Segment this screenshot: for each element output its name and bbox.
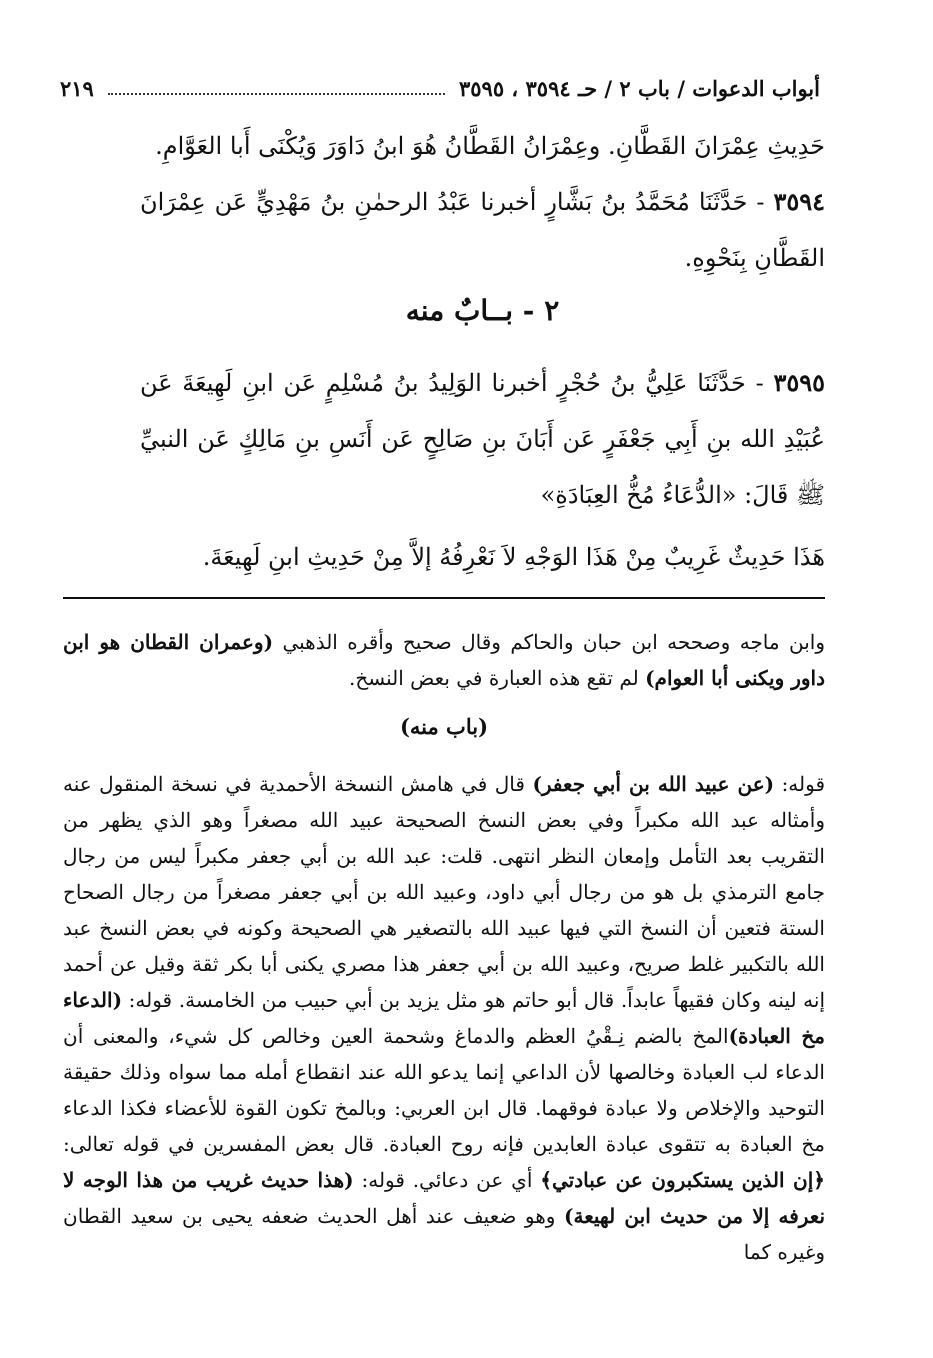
page-number: ٢١٩ (60, 75, 94, 101)
commentary-text: وابن ماجه وصححه ابن حبان والحاكم وقال صحيح وأقره الذهبي (282, 630, 826, 654)
hadith-text: - حَدَّثَنَا مُحَمَّدُ بنُ بَشَّارٍ أخبرنا عَبْدُ الرحمٰنِ بنُ مَهْدِيٍّ عَن عِمْرَانَ القَطَّانِ بِنَحْوِهِ. (140, 188, 825, 272)
commentary-text: أي عن دعائي. قوله: (361, 1168, 533, 1192)
hadith-3595 (140, 355, 825, 523)
commentary-paragraph-2 (63, 766, 825, 1270)
hadith-3594 (140, 174, 825, 286)
commentary-text: وهو ضعيف عند أهل الحديث ضعفه يحيى بن سعيد القطان وغيره كما (63, 1204, 825, 1264)
hadith-number: ٣٥٩٥ (773, 368, 825, 397)
header-title: أبواب الدعوات / باب ٢ / حـ ٣٥٩٤ ، ٣٥٩٥ (459, 75, 820, 101)
hadith-ending-line: حَدِيثِ عِمْرَانَ القَطَّانِ. وعِمْرَانُ القَطَّانُ هُوَ ابنُ دَاوَرَ وَيُكْنَى أَبا العَوَّامِ. (155, 132, 825, 160)
running-header (60, 70, 820, 106)
commentary-text: قال في هامش النسخة الأحمدية في نسخة المنقول عنه وأمثاله عبد الله مكبراً وفي بعض النسخ الصحيحة عبيد الله مصغراً وهو الذي يظهر من التقريب بعد التأمل وإمعان النظر انتهى. قلت: عبد الله بن أبي جعفر مكبراً ليس من رجال جامع الترمذي بل هو من رجال أبي داود، وعبيد الله بن أبي جعفر مصغراً من رجال الصحاح الستة فتعين أن النسخ التي فيها عبيد الله بالتصغير هي الصحيحة وكونه في بعض النسخ عبد الله بالتكبير غلط صريح، وعبيد الله بن أبي جعفر هذا مصري يكنى أبا بكر ثقة وقيل عن أحمد إنه لينه وكان فقيهاً عابداً. قال أبو حاتم هو مثل يزيد بن أبي حبيب من الخامسة. قوله: (63, 772, 826, 1012)
quoted-phrase: (وعمران القطان هو ابن داور ويكنى أبا العوام) (63, 630, 825, 690)
quoted-phrase: (عن عبيد الله بن أبي جعفر) (532, 772, 775, 796)
quoted-phrase: (الدعاء مخ العبادة) (63, 988, 825, 1048)
grading-text: هَذَا حَدِيثٌ غَرِيبٌ مِنْ هَذَا الوَجْهِ لاَ نَعْرِفُهُ إلاَّ مِنْ حَدِيثِ ابنِ لَهِيعَةَ. (202, 543, 825, 571)
commentary-text: لم تقع هذه العبارة في بعض النسخ. (349, 666, 639, 690)
quoted-phrase: (هذا حديث غريب من هذا الوجه لا نعرفه إلا من حديث ابن لهيعة) (63, 1168, 826, 1228)
quran-quote: ﴿إن الذين يستكبرون عن عبادتي﴾ (540, 1168, 826, 1192)
commentary-text: قوله: (781, 772, 826, 796)
header-dot-leader (108, 93, 445, 95)
hadith-text: - حَدَّثَنَا عَلِيُّ بنُ حُجْرٍ أخبرنا الوَلِيدُ بنُ مُسْلِمٍ عَن ابنِ لَهِيعَةَ عَن عُبَيْدِ الله بنِ أَبِي جَعْفَرٍ عَن أَبَانَ بنِ صَالِحٍ عَن أَنَسِ بنِ مَالِكٍ عَن النبيِّ ﷺ قَالَ: «الدُّعَاءُ مُخُّ العِبَادَةِ» (140, 369, 825, 509)
hadith-number: ٣٥٩٤ (773, 187, 825, 216)
main-text-continuation (140, 118, 825, 174)
commentary-paragraph-1 (63, 624, 825, 696)
footnote-divider (63, 597, 825, 599)
chapter-heading: ٢ - بــابٌ منه (405, 294, 560, 327)
commentary-text: المخ بالضم نِـقْيُ العظم والدماغ وشحمة العين وخالص كل شيء، والمعنى أن الدعاء لب العبادة وخالصها لأن الداعي إنما يدعو الله عند انقطاع أمله مما سواه وذلك حقيقة التوحيد والإخلاص ولا عبادة فوقهما. قال ابن العربي: وبالمخ تكون القوة للأعضاء فكذا الدعاء مخ العبادة به تتقوى عبادة العابدين فإنه روح العبادة. قال بعض المفسرين في قوله تعالى: (63, 1024, 825, 1156)
hadith-grading (140, 529, 825, 585)
commentary-subheading: (باب منه) (399, 714, 489, 739)
